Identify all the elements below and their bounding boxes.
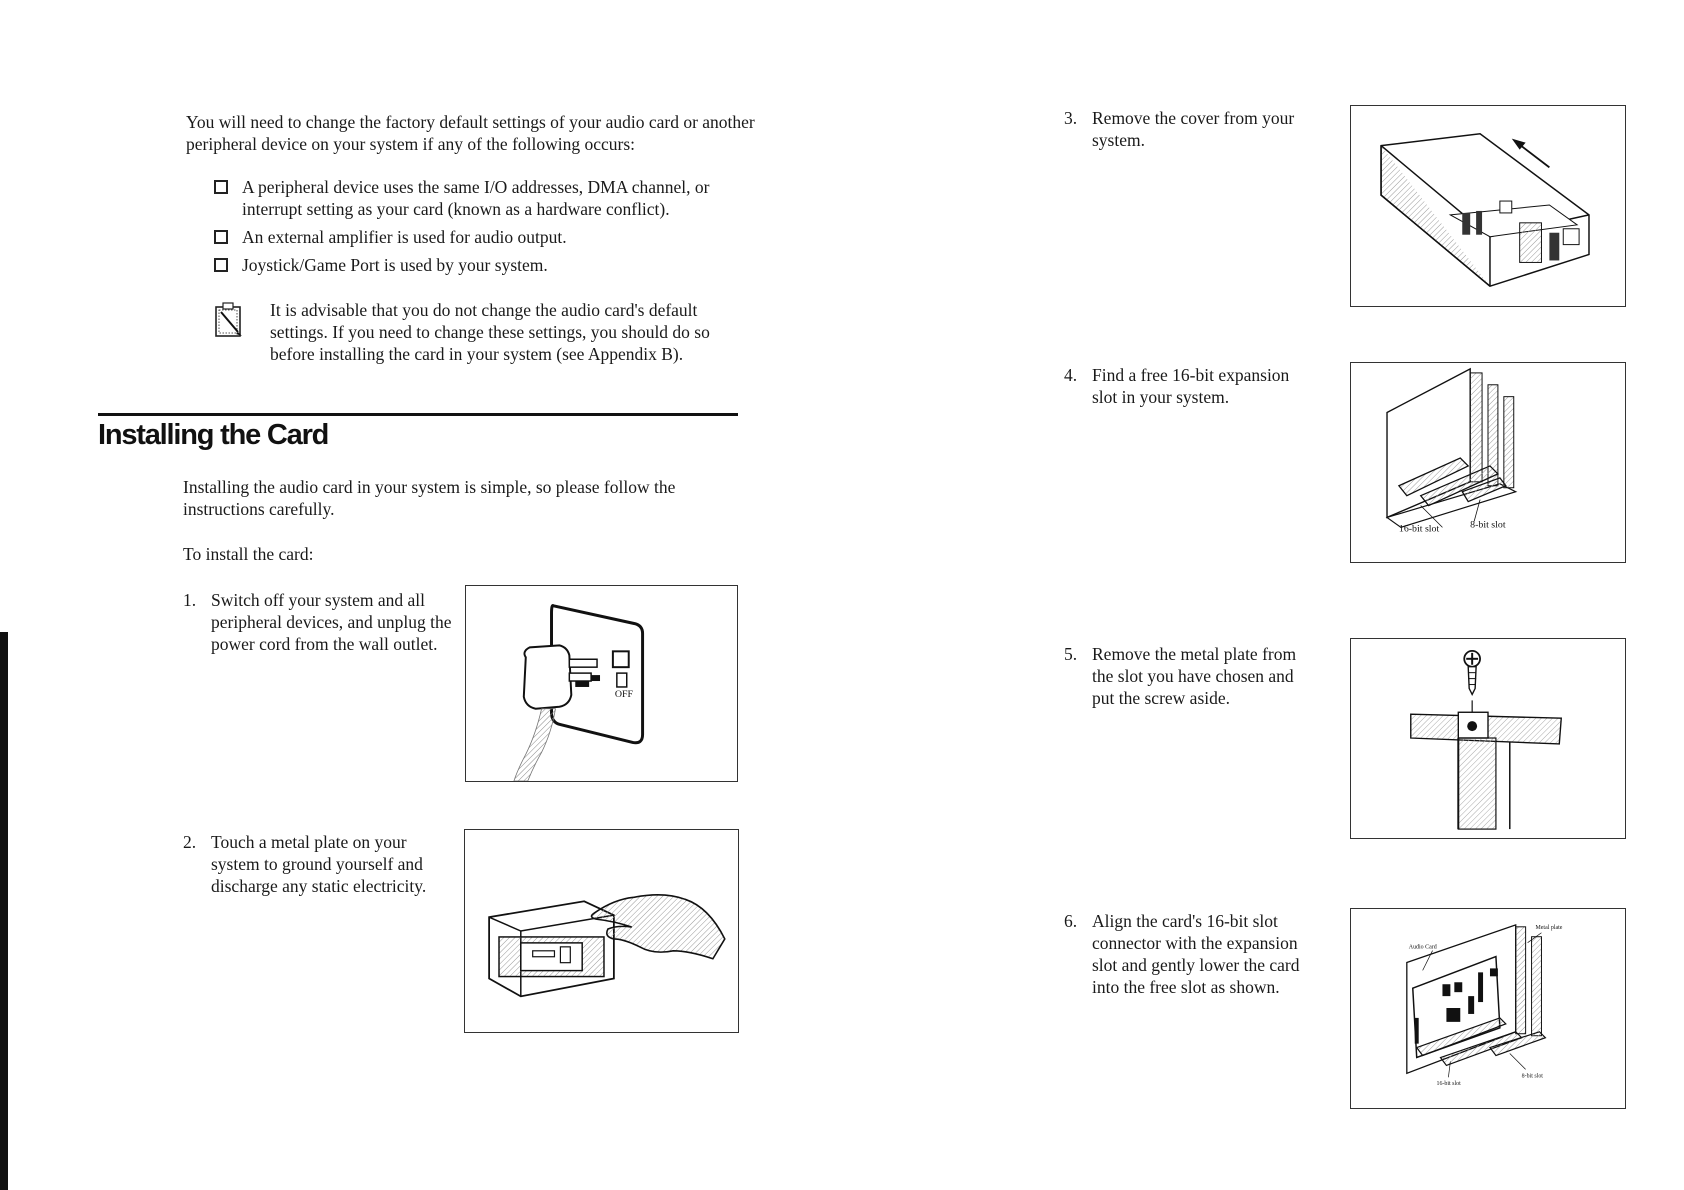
checkbox-bullet-icon xyxy=(214,258,228,272)
page-binding-edge xyxy=(0,632,8,1190)
figure-remove-metal-plate xyxy=(1350,638,1626,839)
note-pad-icon xyxy=(214,302,244,338)
eight-bit-slot-label: 8-bit slot xyxy=(1470,519,1506,531)
figure-insert-card xyxy=(1350,908,1626,1109)
to-install-heading: To install the card: xyxy=(183,544,314,564)
figure-unplug-power xyxy=(465,585,738,782)
step-5: 5. Remove the metal plate from the slot you have chosen and put the screw aside. xyxy=(1064,644,1297,708)
audio-card-label: Audio Card xyxy=(1408,944,1437,951)
list-item: An external amplifier is used for audio output. xyxy=(214,226,754,248)
section-divider xyxy=(98,413,738,416)
checkbox-bullet-icon xyxy=(214,180,228,194)
intro-paragraph: You will need to change the factory default settings of your audio card or another peripheral device on your system if any of the following occurs: xyxy=(186,112,755,154)
figure-remove-cover xyxy=(1350,105,1626,307)
metal-plate-label: Metal plate xyxy=(1535,924,1563,931)
figure-expansion-slots xyxy=(1350,362,1626,563)
step-2: 2. Touch a metal plate on your system to ground yourself and discharge any static electricity. xyxy=(183,832,427,896)
figure-touch-metal-plate xyxy=(464,829,739,1033)
step-4: 4. Find a free 16-bit expansion slot in your system. xyxy=(1064,365,1290,407)
conflict-list xyxy=(214,176,754,282)
step-3: 3. Remove the cover from your system. xyxy=(1064,108,1295,150)
sixteen-bit-slot-label: 16-bit slot xyxy=(1436,1081,1461,1088)
sixteen-bit-slot-label: 16-bit slot xyxy=(1398,523,1440,535)
switch-off-label: OFF xyxy=(614,688,633,700)
note-text: It is advisable that you do not change the audio card's default settings. If you need to change these settings, you should do so before installing the card in your system (see Appendix B). xyxy=(270,300,710,364)
list-item: Joystick/Game Port is used by your system. xyxy=(214,254,754,276)
list-item: A peripheral device uses the same I/O addresses, DMA channel, or interrupt setting as your card (known as a hardware conflict). xyxy=(214,176,754,220)
installing-intro: Installing the audio card in your system is simple, so please follow the instructions carefully. xyxy=(183,477,676,519)
step-6: 6. Align the card's 16-bit slot connector with the expansion slot and gently lower the card into the free slot as shown. xyxy=(1064,911,1300,997)
section-title: Installing the Card xyxy=(98,419,329,451)
eight-bit-slot-label: 8-bit slot xyxy=(1521,1073,1543,1080)
step-1: 1. Switch off your system and all peripheral devices, and unplug the power cord from the wall outlet. xyxy=(183,590,452,654)
checkbox-bullet-icon xyxy=(214,230,228,244)
